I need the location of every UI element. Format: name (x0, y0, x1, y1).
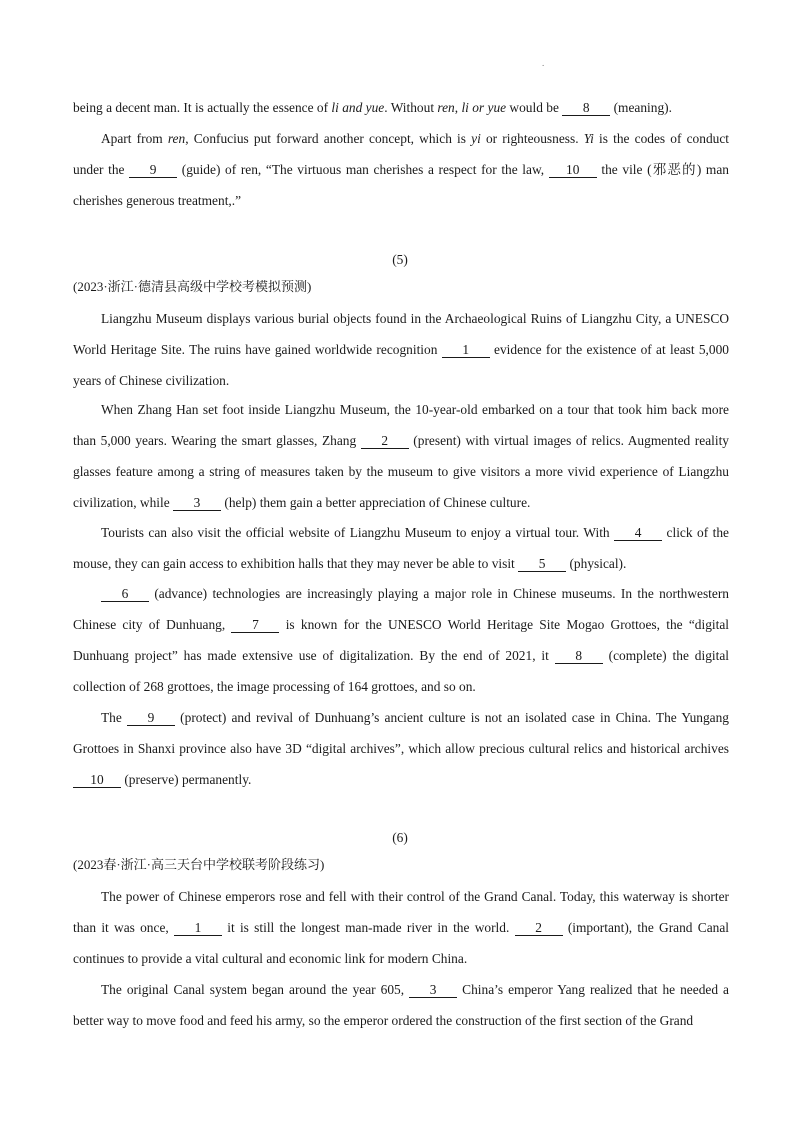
top-mark: . (542, 58, 545, 68)
blank-6[interactable]: 6 (101, 586, 149, 602)
passage6-paragraph-1: The power of Chinese emperors rose and fell with their control of the Grand Canal. Today, this waterway is shorter than it was once, 1 it is still the longest man-made river in the world. 2 (important), the Grand Canal continues to provide a vital cultural and economic link for modern China. (73, 889, 730, 966)
passage5-paragraph-3: Tourists can also visit the official website of Liangzhu Museum to enjoy a virtual tour. With 4 click of the mouse, they can gain access to exhibition halls that they may never be able to visit 5 (physical). (73, 525, 729, 571)
blank-7[interactable]: 7 (231, 617, 279, 633)
passage5-paragraph-1: Liangzhu Museum displays various burial objects found in the Archaeological Ruins of Liangzhu City, a UNESCO World Heritage Site. The ruins have gained worldwide recognition 1 evidence for the existence of at least 5,000 years of Chinese civilization. (73, 311, 729, 388)
passage4-paragraph-1: being a decent man. It is actually the essence of li and yue. Without ren, li or yue would be 8 (meaning). (73, 100, 672, 115)
passage6-paragraph-2: The original Canal system began around the year 605, 3 China’s emperor Yang realized that he needed a better way to move food and feed his army, so the emperor ordered the construction of the first section of the Grand (73, 982, 729, 1028)
blank-5[interactable]: 5 (518, 556, 566, 572)
passage5-paragraph-5: The 9 (protect) and revival of Dunhuang’s ancient culture is not an isolated case in China. The Yungang Grottoes in Shanxi province also have 3D “digital archives”, which allow precious cultural relics and historical archives 10 (preserve) permanently. (73, 710, 729, 787)
blank-3[interactable]: 3 (173, 495, 221, 511)
blank-8b[interactable]: 8 (555, 648, 603, 664)
blank-10b[interactable]: 10 (73, 772, 121, 788)
passage6-source: (2023春·浙江·高三天台中学校联考阶段练习) (73, 857, 325, 872)
passage4-paragraph-2: Apart from ren, Confucius put forward another concept, which is yi or righteousness. Yi is the codes of conduct under the 9 (guide) of ren, “The virtuous man cherishes a respect for the law, 10 the vile (邪恶的) man cherishes generous treatment,.” (73, 131, 730, 208)
passage5-paragraph-4: 6 (advance) technologies are increasingly playing a major role in Chinese museums. In the northwestern Chinese city of Dunhuang, 7 is known for the UNESCO World Heritage Site Mogao Grottoes, the “digital Dunhuang project” has made extensive use of digitalization. By the end of 2021, it 8 (complete) the digital collection of 268 grottoes, the image processing of 164 grottoes, and so on. (73, 586, 729, 694)
passage5-source: (2023·浙江·德清县高级中学校考模拟预测) (73, 279, 312, 294)
blank-9b[interactable]: 9 (127, 710, 175, 726)
blank-1b[interactable]: 1 (174, 920, 222, 936)
blank-8[interactable]: 8 (562, 100, 610, 116)
passage6-number: (6) (392, 830, 408, 845)
blank-1[interactable]: 1 (442, 342, 490, 358)
blank-9[interactable]: 9 (129, 162, 177, 178)
blank-3b[interactable]: 3 (409, 982, 457, 998)
blank-4[interactable]: 4 (614, 525, 662, 541)
blank-2[interactable]: 2 (361, 433, 409, 449)
passage5-paragraph-2: When Zhang Han set foot inside Liangzhu Museum, the 10-year-old embarked on a tour that took him back more than 5,000 years. Wearing the smart glasses, Zhang 2 (present) with virtual images of relics. Augmented reality glasses feature among a string of measures taken by the museum to give visitors a more vivid experience of Liangzhu civilization, while 3 (help) them gain a better appreciation of Chinese culture. (73, 402, 730, 510)
passage5-number: (5) (392, 252, 408, 267)
blank-10[interactable]: 10 (549, 162, 597, 178)
blank-2b[interactable]: 2 (515, 920, 563, 936)
